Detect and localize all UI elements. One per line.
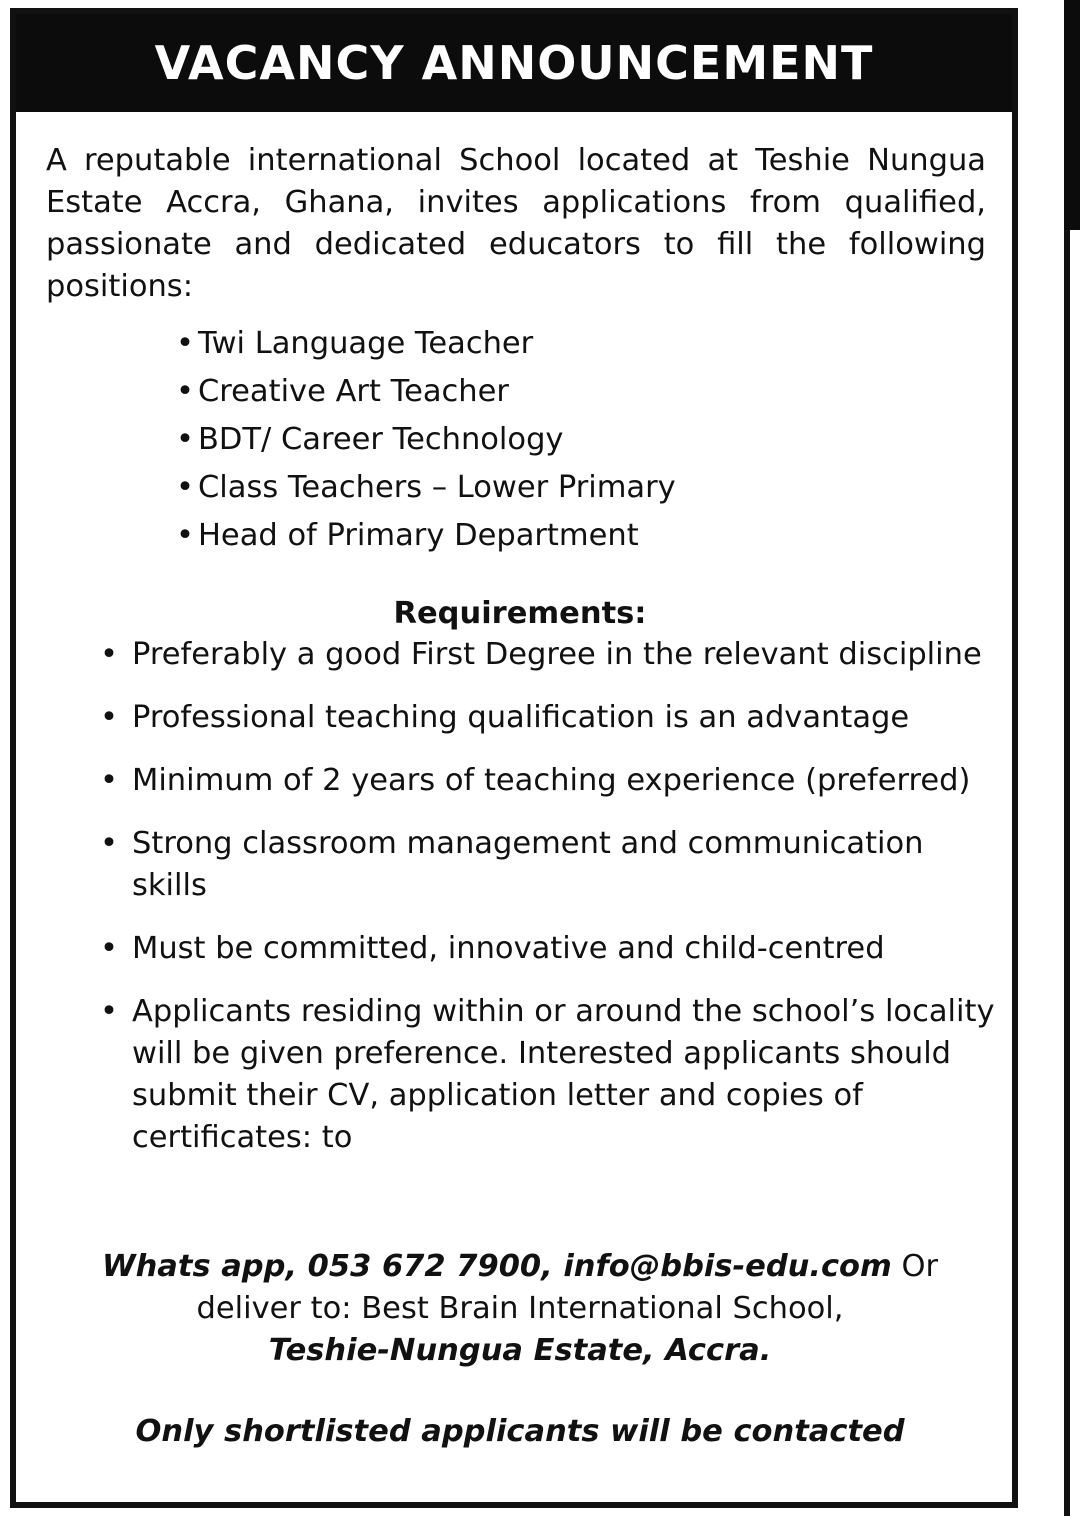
ad-title: VACANCY ANNOUNCEMENT [16, 14, 1012, 112]
list-item: • Strong classroom management and communication skills [100, 823, 1005, 907]
contact-whatsapp-email: Whats app, 053 672 7900, info@bbis-edu.com [101, 1249, 892, 1284]
contact-address: Teshie-Nungua Estate, Accra. [268, 1333, 772, 1368]
shortlist-note: Only shortlisted applicants will be contacted [135, 1414, 905, 1449]
requirements-heading: Requirements: [393, 596, 647, 631]
adjacent-ad-border [1064, 230, 1070, 1516]
list-item: • Head of Primary Department [176, 512, 676, 560]
contact-or: Or [891, 1249, 939, 1284]
list-item: • Creative Art Teacher [176, 368, 676, 416]
adjacent-ad-edge [1064, 0, 1080, 230]
list-item: • Applicants residing within or around the school’s locality will be given preference. Interested applicants should submit their CV, application letter and copies of certificates: to [100, 991, 1005, 1159]
contact-block [16, 1246, 1024, 1372]
intro-paragraph: A reputable international School located at Teshie Nungua Estate Accra, Ghana, invites applications from qualified, passionate and dedicated educators to fill the following positions: [46, 143, 986, 304]
list-item: • Must be committed, innovative and child-centred [100, 928, 1005, 970]
contact-line [16, 1246, 1024, 1288]
list-item: • Class Teachers – Lower Primary [176, 464, 676, 512]
contact-deliver: deliver to: Best Brain International School, [196, 1291, 844, 1326]
list-item: • Preferably a good First Degree in the relevant discipline [100, 634, 1005, 676]
positions-list [176, 320, 676, 560]
requirements-list [100, 634, 1005, 1180]
list-item: • Minimum of 2 years of teaching experience (preferred) [100, 760, 1005, 802]
vacancy-ad [10, 8, 1018, 1508]
list-item: • Professional teaching qualification is an advantage [100, 697, 1005, 739]
list-item: • BDT/ Career Technology [176, 416, 676, 464]
list-item: • Twi Language Teacher [176, 320, 676, 368]
